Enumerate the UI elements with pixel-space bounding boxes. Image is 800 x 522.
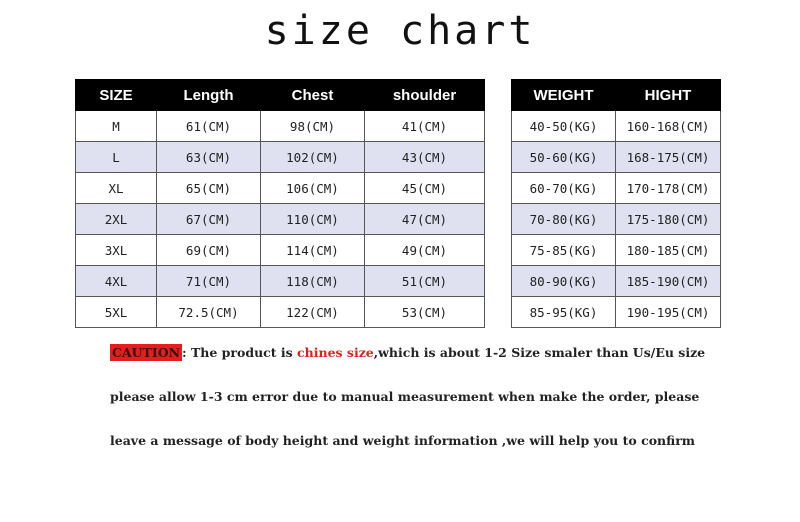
table-cell: 50-60(KG): [512, 142, 616, 173]
table-cell: 106(CM): [261, 173, 365, 204]
table-cell: 175-180(CM): [616, 204, 721, 235]
caution-label: CAUTION: [112, 345, 181, 360]
table-cell: M: [76, 111, 157, 142]
table-cell: 170-178(CM): [616, 173, 721, 204]
weight-table-row: [512, 235, 721, 266]
size-table-row: [76, 204, 485, 235]
table-cell: 85-95(KG): [512, 297, 616, 328]
confirm-message-note: leave a message of body height and weight information ,we will help you to confirm: [110, 433, 696, 448]
size-table-row: [76, 142, 485, 173]
table-cell: 53(CM): [365, 297, 485, 328]
table-cell: 168-175(CM): [616, 142, 721, 173]
size-table-row: [76, 297, 485, 328]
table-cell: 51(CM): [365, 266, 485, 297]
table-cell: 5XL: [76, 297, 157, 328]
size-table-header-row: [76, 80, 485, 111]
header-size: SIZE: [76, 80, 157, 111]
caution-note: [110, 345, 705, 360]
table-cell: 122(CM): [261, 297, 365, 328]
table-cell: 2XL: [76, 204, 157, 235]
weight-table-row: [512, 266, 721, 297]
table-cell: 185-190(CM): [616, 266, 721, 297]
table-cell: 63(CM): [157, 142, 261, 173]
size-table-row: [76, 235, 485, 266]
header-chest: Chest: [261, 80, 365, 111]
table-cell: 102(CM): [261, 142, 365, 173]
weight-table-row: [512, 111, 721, 142]
weight-height-table: [511, 79, 721, 328]
table-cell: XL: [76, 173, 157, 204]
table-cell: 67(CM): [157, 204, 261, 235]
header-length: Length: [157, 80, 261, 111]
chines-size-highlight: chines size: [297, 345, 374, 360]
size-measurement-table: [75, 79, 485, 328]
table-cell: 75-85(KG): [512, 235, 616, 266]
weight-table-header-row: [512, 80, 721, 111]
table-cell: 3XL: [76, 235, 157, 266]
caution-text-b: ,which is about 1-2 Size smaler than Us/Eu size: [373, 345, 706, 360]
table-cell: 190-195(CM): [616, 297, 721, 328]
header-height: HIGHT: [616, 80, 721, 111]
table-cell: 43(CM): [365, 142, 485, 173]
table-cell: 180-185(CM): [616, 235, 721, 266]
table-cell: 47(CM): [365, 204, 485, 235]
table-cell: 41(CM): [365, 111, 485, 142]
measurement-error-note: please allow 1-3 cm error due to manual measurement when make the order, please: [110, 389, 700, 404]
table-cell: 80-90(KG): [512, 266, 616, 297]
table-cell: 71(CM): [157, 266, 261, 297]
table-cell: 60-70(KG): [512, 173, 616, 204]
page-title: size chart: [264, 8, 536, 54]
table-cell: 72.5(CM): [157, 297, 261, 328]
header-weight: WEIGHT: [512, 80, 616, 111]
table-cell: 160-168(CM): [616, 111, 721, 142]
weight-table-row: [512, 204, 721, 235]
table-cell: 69(CM): [157, 235, 261, 266]
size-table-row: [76, 111, 485, 142]
table-cell: 98(CM): [261, 111, 365, 142]
table-cell: 114(CM): [261, 235, 365, 266]
table-cell: 61(CM): [157, 111, 261, 142]
table-cell: 118(CM): [261, 266, 365, 297]
table-cell: 65(CM): [157, 173, 261, 204]
table-cell: 110(CM): [261, 204, 365, 235]
weight-table-row: [512, 173, 721, 204]
table-cell: 49(CM): [365, 235, 485, 266]
caution-text-a: : The product is: [182, 345, 298, 360]
weight-table-row: [512, 142, 721, 173]
table-cell: 45(CM): [365, 173, 485, 204]
header-shoulder: shoulder: [365, 80, 485, 111]
table-cell: 70-80(KG): [512, 204, 616, 235]
table-cell: 4XL: [76, 266, 157, 297]
weight-table-row: [512, 297, 721, 328]
size-table-row: [76, 266, 485, 297]
size-table-row: [76, 173, 485, 204]
table-cell: L: [76, 142, 157, 173]
table-cell: 40-50(KG): [512, 111, 616, 142]
